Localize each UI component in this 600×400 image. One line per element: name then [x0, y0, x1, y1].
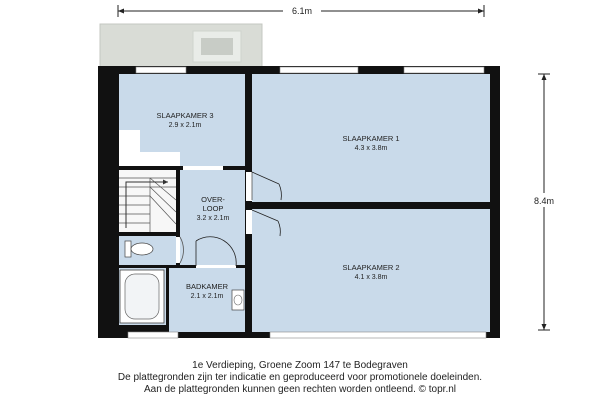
slaapkamer1-name: SLAAPKAMER 1	[342, 134, 400, 143]
height-dimension	[527, 74, 561, 330]
slaapkamer3-name: SLAAPKAMER 3	[156, 111, 214, 120]
overloop-name-line1: OVER-	[201, 195, 225, 204]
badkamer-name: BADKAMER	[185, 282, 229, 291]
slaapkamer2-name: SLAAPKAMER 2	[342, 263, 400, 272]
sink	[232, 290, 244, 310]
slaapkamer1-size: 4.3 x 3.8m	[354, 145, 388, 152]
bathtub	[120, 270, 164, 323]
width-dimension	[118, 5, 484, 17]
staircase	[119, 170, 176, 232]
overloop-size: 3.2 x 2.1m	[196, 215, 230, 222]
width-label: 6.1m	[291, 6, 313, 16]
caption-line-2: De plattegronden zijn ter indicatie en geproduceerd voor promotionele doeleinden.	[117, 372, 483, 383]
balcony	[100, 24, 262, 69]
badkamer-size: 2.1 x 2.1m	[190, 293, 224, 300]
slaapkamer2-size: 4.1 x 3.8m	[354, 274, 388, 281]
slaapkamer3-size: 2.9 x 2.1m	[168, 122, 202, 129]
overloop-name-line2: LOOP	[202, 204, 224, 213]
caption-line-3: Aan de plattegronden kunnen geen rechten worden ontleend. © topr.nl	[143, 384, 457, 395]
caption-line-1: 1e Verdieping, Groene Zoom 147 te Bodegraven	[192, 360, 408, 371]
height-label: 8.4m	[533, 196, 555, 206]
